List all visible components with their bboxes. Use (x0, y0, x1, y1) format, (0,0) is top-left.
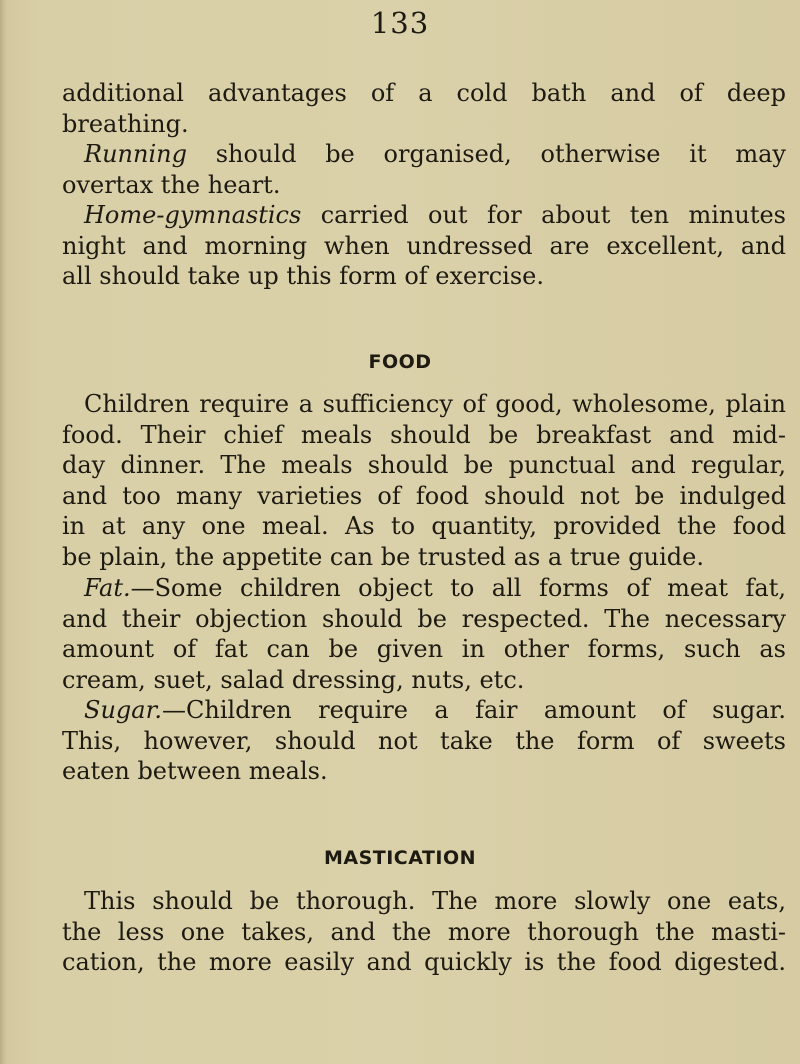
page-edge-shadow (0, 0, 6, 1064)
home-gymnastics-lead: Home-gymnastics (84, 201, 302, 229)
mastication-heading: MASTICATION (323, 847, 477, 869)
running-text: should be organised, otherwise it may (186, 140, 786, 168)
text-line: This, however, should not take the form of sweets (62, 726, 786, 755)
text-line: amount of fat can be given in other forms, such as (62, 635, 786, 663)
text-line (62, 200, 786, 231)
text-line (62, 573, 786, 604)
text-line: breathing. (62, 109, 189, 138)
text-line (62, 139, 786, 170)
mastication-paragraph (62, 886, 786, 978)
page-number: 133 (370, 6, 430, 40)
text-line: be plain, the appetite can be trusted as a true guide. (62, 542, 704, 571)
food-paragraph (62, 389, 786, 572)
text-line: all should take up this form of exercise. (62, 262, 544, 290)
text-line: cation, the more easily and quickly is the food digested. (62, 948, 786, 976)
food-heading: FOOD (368, 351, 432, 373)
intro-paragraph (62, 78, 786, 139)
fat-text: —Some children object to all forms of meat fat, (130, 574, 786, 602)
text-line: overtax the heart. (62, 170, 281, 199)
sugar-lead: Sugar. (84, 696, 163, 724)
text-line: day dinner. The meals should be punctual and regular, (62, 451, 786, 479)
sugar-text: —Children require a fair amount of sugar. (162, 696, 786, 724)
running-paragraph (62, 139, 786, 200)
text-line: and too many varieties of food should not be indulged (62, 481, 786, 510)
text-line: in at any one meal. As to quantity, provided the food (62, 512, 786, 540)
home-gymnastics-text: carried out for about ten minutes (301, 201, 786, 229)
running-lead: Running (84, 140, 187, 168)
text-line: eaten between meals. (62, 757, 328, 785)
text-line (62, 695, 786, 726)
home-gymnastics-paragraph (62, 200, 786, 292)
text-line: cream, suet, salad dressing, nuts, etc. (62, 665, 525, 694)
text-line: food. Their chief meals should be breakfast and mid- (62, 420, 786, 449)
text-line: additional advantages of a cold bath and of deep (62, 79, 786, 107)
fat-lead: Fat. (84, 574, 131, 602)
text-line: night and morning when undressed are excellent, and (62, 231, 786, 260)
text-line: This should be thorough. The more slowly one eats, (84, 887, 786, 915)
fat-paragraph (62, 573, 786, 695)
text-line: Children require a sufficiency of good, wholesome, plain (84, 390, 786, 418)
text-line: and their objection should be respected. The necessary (62, 604, 786, 633)
text-line: the less one takes, and the more thorough the masti- (62, 917, 786, 946)
sugar-paragraph (62, 695, 786, 787)
